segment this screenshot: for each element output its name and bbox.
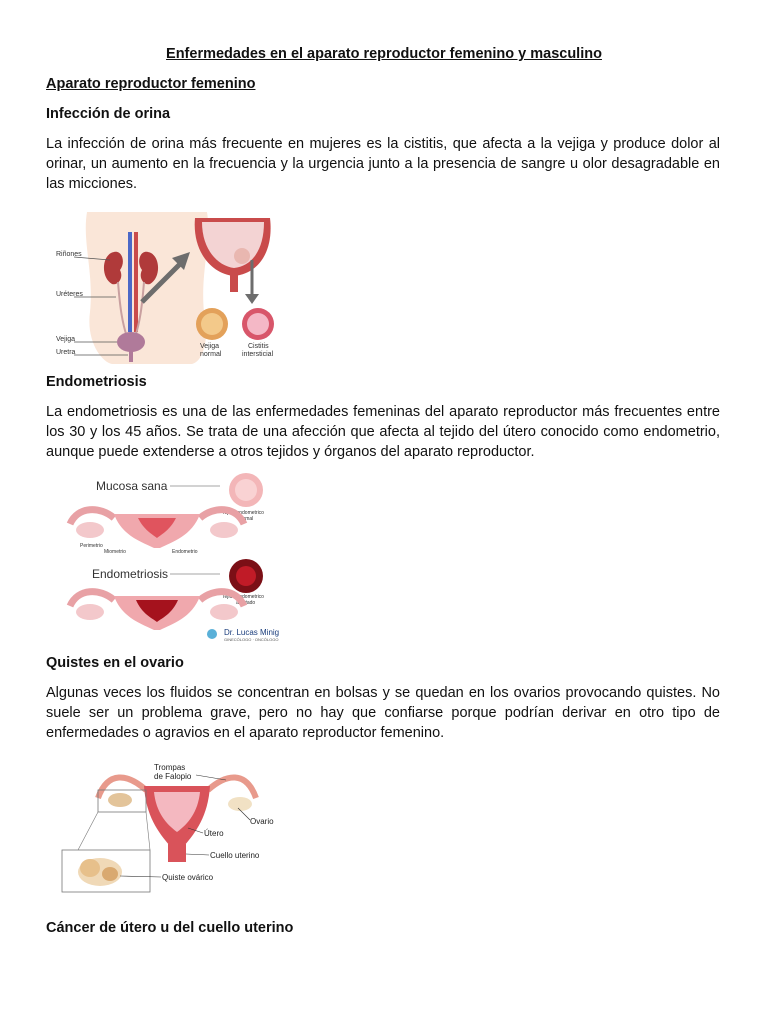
paragraph-quistes-ovario: Algunas veces los fluidos se concentran en bolsas y se quedan en los ovarios provocando quistes. No suele ser un problema grave, pero no hay que confiarse porque podrían derivar en otro tipo de enfermedades o agravios en el aparato reproductor femenino. — [46, 685, 720, 741]
label-ureteres: Uréteres — [56, 291, 83, 298]
paragraph-infeccion-orina: La infección de orina más frecuente en mujeres es la cistitis, que afecta a la vejiga y produce dolor al orinar, un aumento en la frecuencia y la urgencia junto a la presencia de sangre u olor desagradable en las micciones. — [46, 136, 720, 192]
heading-quistes-ovario: Quistes en el ovario — [46, 655, 184, 671]
heading-infeccion-orina: Infección de orina — [46, 106, 171, 122]
label-quiste-ovarico: Quiste ovárico — [162, 873, 214, 882]
layer-miometrio: Miometrio — [104, 549, 126, 555]
label-cuello-uterino: Cuello uterino — [210, 851, 260, 860]
caption-normal: normal — [200, 351, 222, 358]
label-ovario: Ovario — [250, 817, 274, 826]
label-trompas: Trompas — [154, 763, 186, 772]
layer-perimetrio: Perimetrio — [80, 543, 103, 549]
label-de-falopio: de Falopio — [154, 772, 192, 781]
caption-intersticial: intersticial — [242, 351, 274, 358]
brand-sub: GINECÓLOGO · ONCÓLOGO — [224, 637, 279, 642]
paragraph-endometriosis: La endometriosis es una de las enfermedades femeninas del aparato reproductor más frecuentes entre los 30 y los 45 años. Se trata de una afección que afecta al tejido del útero conocido como endometrio, aunque puede extenderse a otros tejidos y órganos del aparato reproductor. — [46, 404, 720, 460]
label-mucosa-sana: Mucosa sana — [96, 479, 168, 493]
label-endometriosis: Endometriosis — [92, 567, 169, 581]
document-title: Enfermedades en el aparato reproductor femenino y masculino — [166, 46, 602, 62]
heading-endometriosis: Endometriosis — [46, 374, 147, 390]
layer-endometrio: Endometrio — [172, 549, 198, 555]
caption-cistitis: Cistitis — [248, 343, 269, 350]
label-utero: Útero — [204, 829, 224, 838]
endometriosis-figure — [60, 472, 290, 642]
label-vejiga: Vejiga — [56, 336, 76, 343]
urinary-system-figure — [52, 212, 282, 364]
label-uretra: Uretra — [56, 349, 76, 356]
tissue-affected-1: Tejido endometrico — [222, 594, 264, 600]
caption-vejiga: Vejiga — [200, 343, 220, 350]
ovarian-cyst-figure — [58, 760, 288, 896]
heading-cancer-utero: Cáncer de útero u del cuello uterino — [46, 920, 294, 936]
brand-name: Dr. Lucas Minig — [224, 628, 280, 637]
section-heading: Aparato reproductor femenino — [46, 76, 256, 92]
label-rinones: Riñones — [56, 251, 82, 258]
tissue-affected-2: afectado — [236, 600, 256, 606]
tissue-normal-2: normal — [238, 516, 254, 522]
tissue-normal-1: Tejido endometrico — [222, 510, 264, 516]
